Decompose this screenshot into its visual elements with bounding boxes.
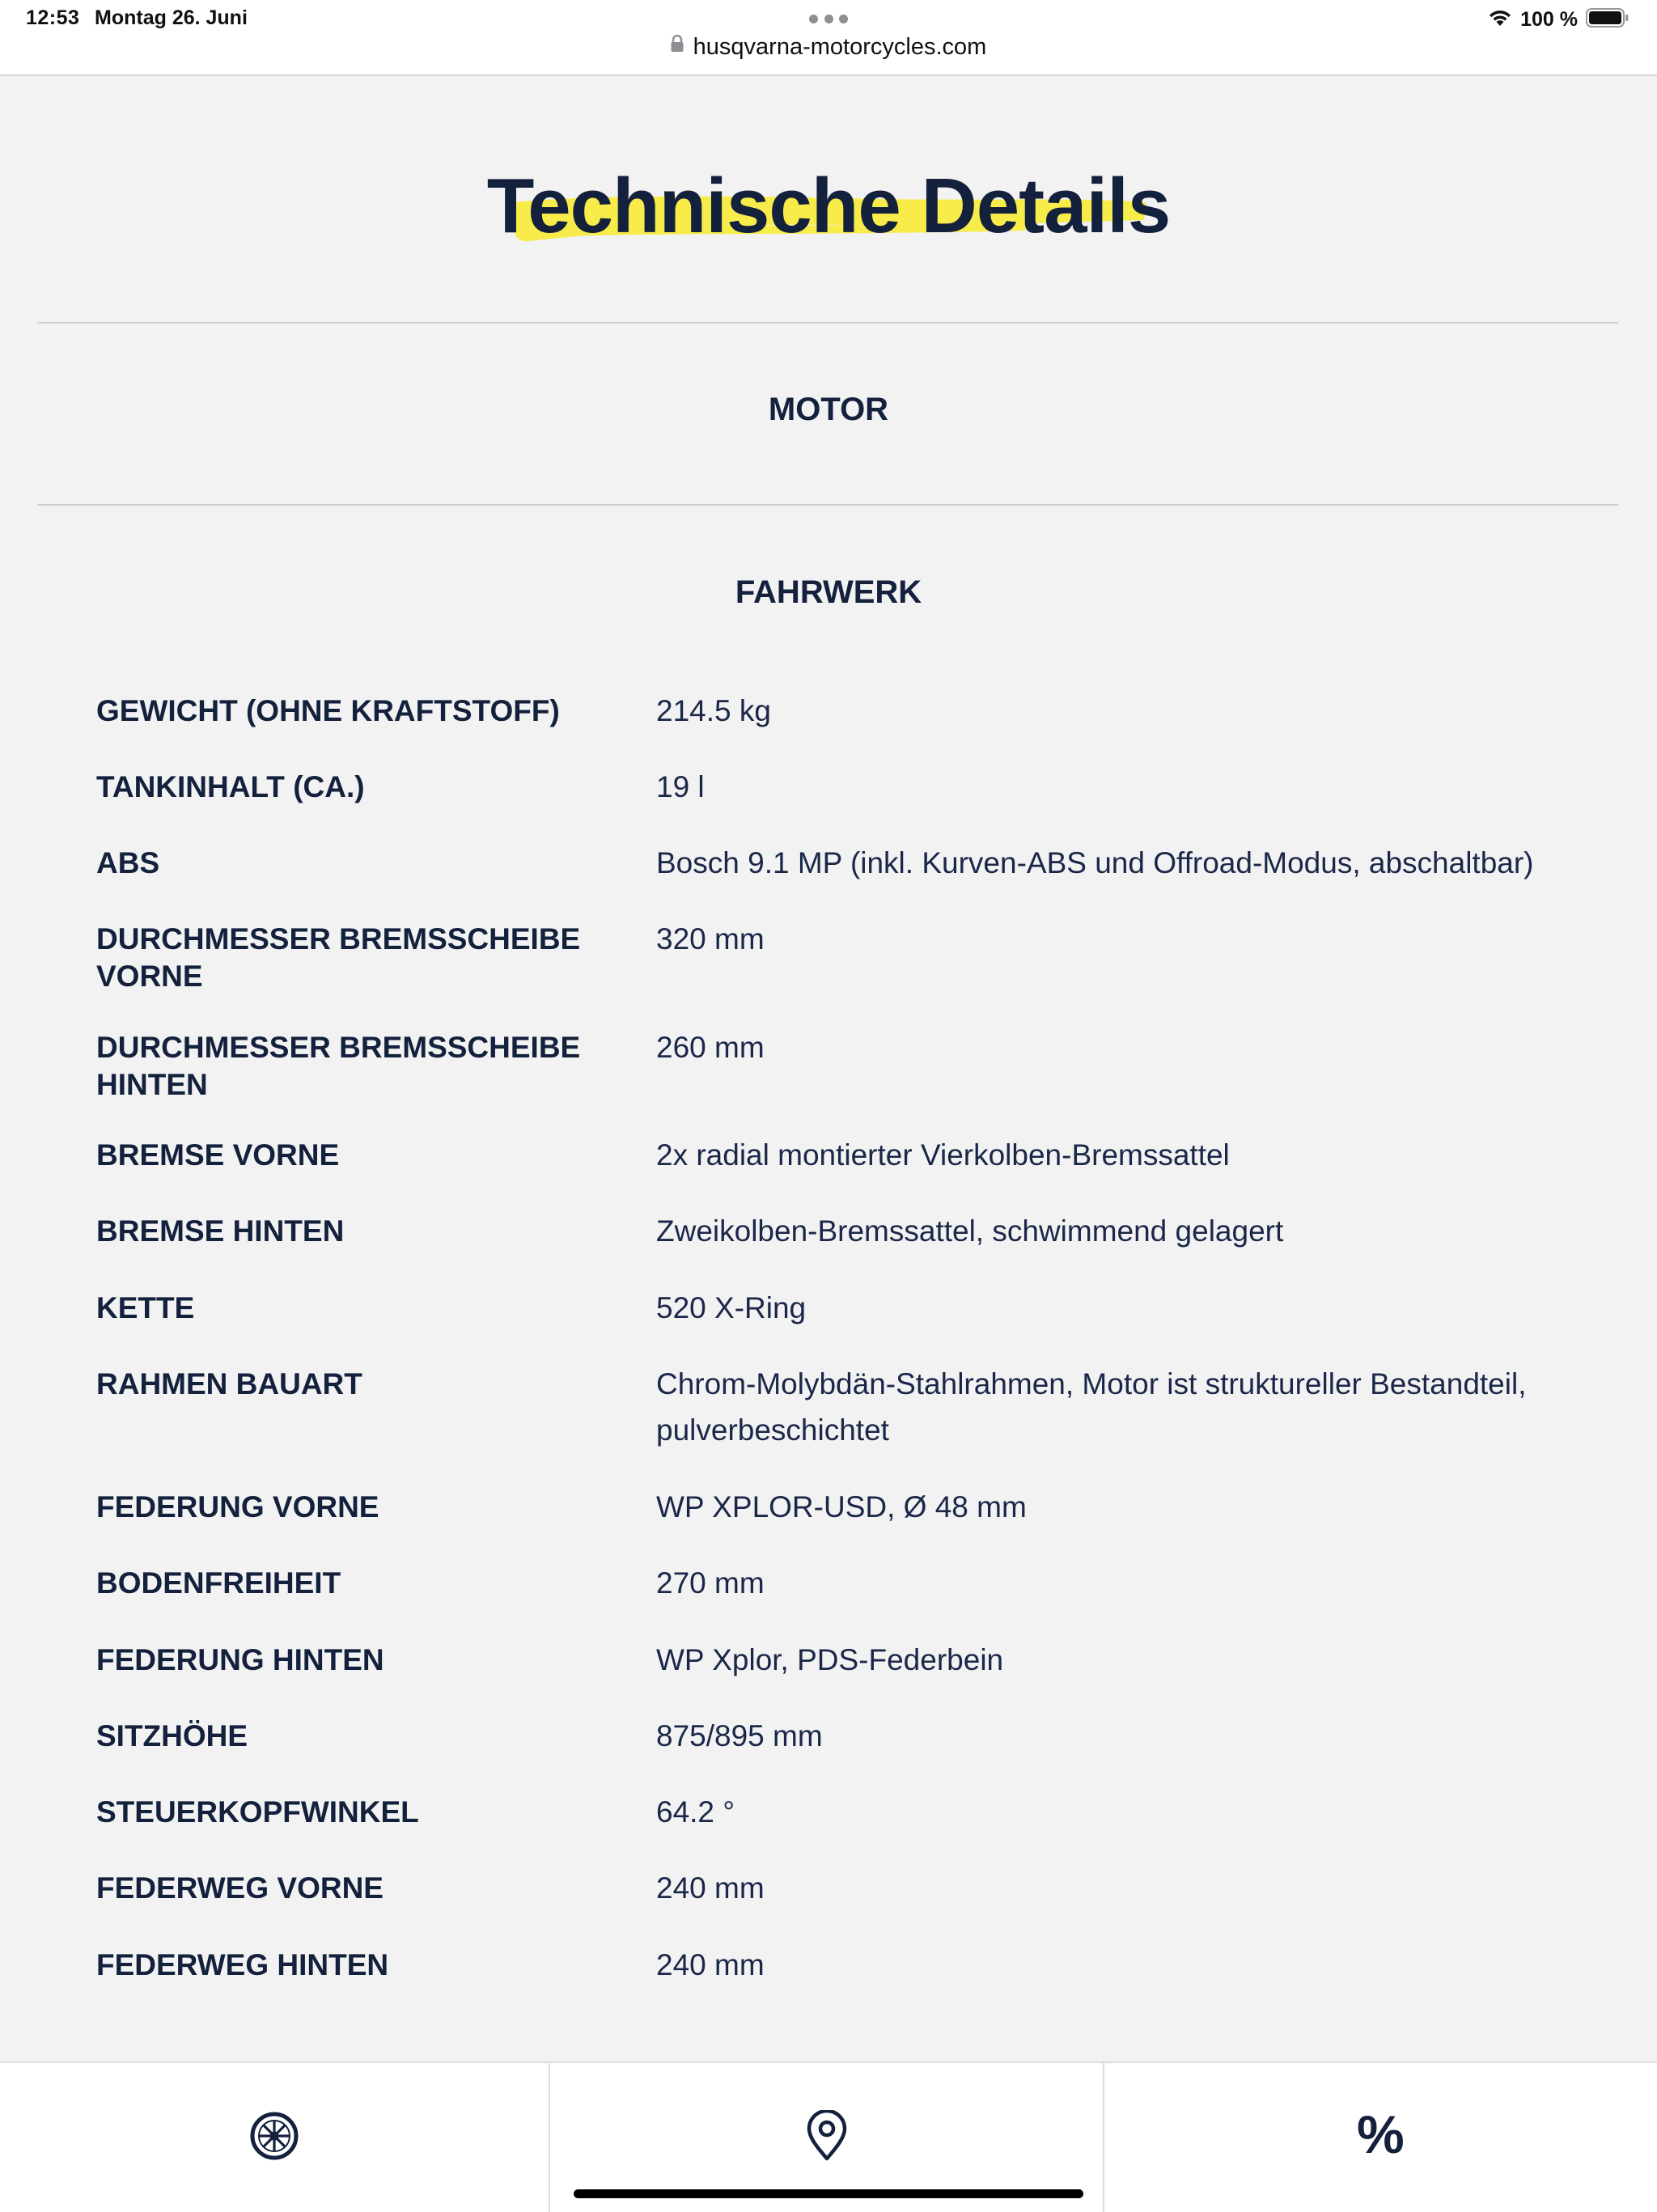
spec-label: FEDERWEG VORNE <box>96 1871 384 1905</box>
spec-label: BREMSE VORNE <box>96 1138 340 1172</box>
wheel-icon <box>249 2111 299 2165</box>
status-time: 12:53 <box>26 6 80 29</box>
percent-icon: % <box>1356 2104 1405 2164</box>
spec-value: 270 mm <box>656 1566 765 1600</box>
spec-value: 875/895 mm <box>656 1719 823 1752</box>
url-text: husqvarna-motorcycles.com <box>693 34 987 60</box>
location-pin-icon <box>806 2110 848 2166</box>
battery-icon <box>1586 7 1629 32</box>
spec-label: BREMSE HINTEN <box>96 1214 345 1248</box>
spec-label: ABS <box>96 846 160 879</box>
spec-label: DURCHMESSER BREMSSCHEIBE VORNE <box>96 922 581 993</box>
battery-percent: 100 % <box>1520 7 1578 31</box>
spec-label: KETTE <box>96 1291 195 1324</box>
spec-label: STEUERKOPFWINKEL <box>96 1795 419 1829</box>
spec-value: 260 mm <box>656 1031 765 1064</box>
spec-value: Zweikolben-Bremssattel, schwimmend gelagert <box>656 1214 1284 1248</box>
title-block <box>0 146 1657 275</box>
spec-value: Bosch 9.1 MP (inkl. Kurven-ABS und Offroad-Modus, abschaltbar) <box>656 846 1534 879</box>
spec-value: 64.2 ° <box>656 1795 735 1829</box>
spec-label: DURCHMESSER BREMSSCHEIBE HINTEN <box>96 1031 581 1101</box>
address-bar[interactable] <box>0 34 1657 61</box>
lock-icon <box>671 32 684 59</box>
nav-wheel-button[interactable] <box>0 2063 550 2212</box>
browser-status-bar <box>0 0 1657 76</box>
more-dots-icon[interactable] <box>809 6 848 31</box>
spec-value: 320 mm <box>656 922 765 956</box>
status-date: Montag 26. Juni <box>95 6 248 29</box>
spec-label: FEDERUNG HINTEN <box>96 1643 384 1676</box>
spec-label: TANKINHALT (CA.) <box>96 770 365 803</box>
nav-offers-button[interactable] <box>1104 2063 1657 2212</box>
section-motor[interactable]: MOTOR <box>768 392 889 427</box>
section-fahrwerk[interactable]: FAHRWERK <box>735 574 922 610</box>
divider <box>37 322 1618 324</box>
spec-label: BODENFREIHEIT <box>96 1566 341 1600</box>
status-right <box>1488 6 1629 32</box>
spec-value: 520 X-Ring <box>656 1291 807 1324</box>
spec-value: 2x radial montierter Vierkolben-Bremssattel <box>656 1138 1230 1172</box>
spec-label: SITZHÖHE <box>96 1719 248 1752</box>
spec-value: Chrom-Molybdän-Stahlrahmen, Motor ist struktureller Bestandteil, pulverbeschichtet <box>656 1367 1527 1447</box>
spec-value: WP Xplor, PDS-Federbein <box>656 1643 1004 1676</box>
spec-value: WP XPLOR-USD, Ø 48 mm <box>656 1490 1027 1523</box>
page-title: Technische Details <box>486 163 1171 249</box>
home-indicator[interactable] <box>574 2189 1083 2198</box>
spec-value: 240 mm <box>656 1948 765 1981</box>
spec-value: 19 l <box>656 770 705 803</box>
divider <box>37 504 1618 506</box>
wifi-icon <box>1488 8 1512 32</box>
spec-value: 240 mm <box>656 1871 765 1905</box>
spec-label: RAHMEN BAUART <box>96 1367 362 1401</box>
spec-label: FEDERWEG HINTEN <box>96 1948 389 1981</box>
spec-label: GEWICHT (OHNE KRAFTSTOFF) <box>96 694 560 727</box>
spec-value: 214.5 kg <box>656 694 771 727</box>
spec-label: FEDERUNG VORNE <box>96 1490 379 1523</box>
